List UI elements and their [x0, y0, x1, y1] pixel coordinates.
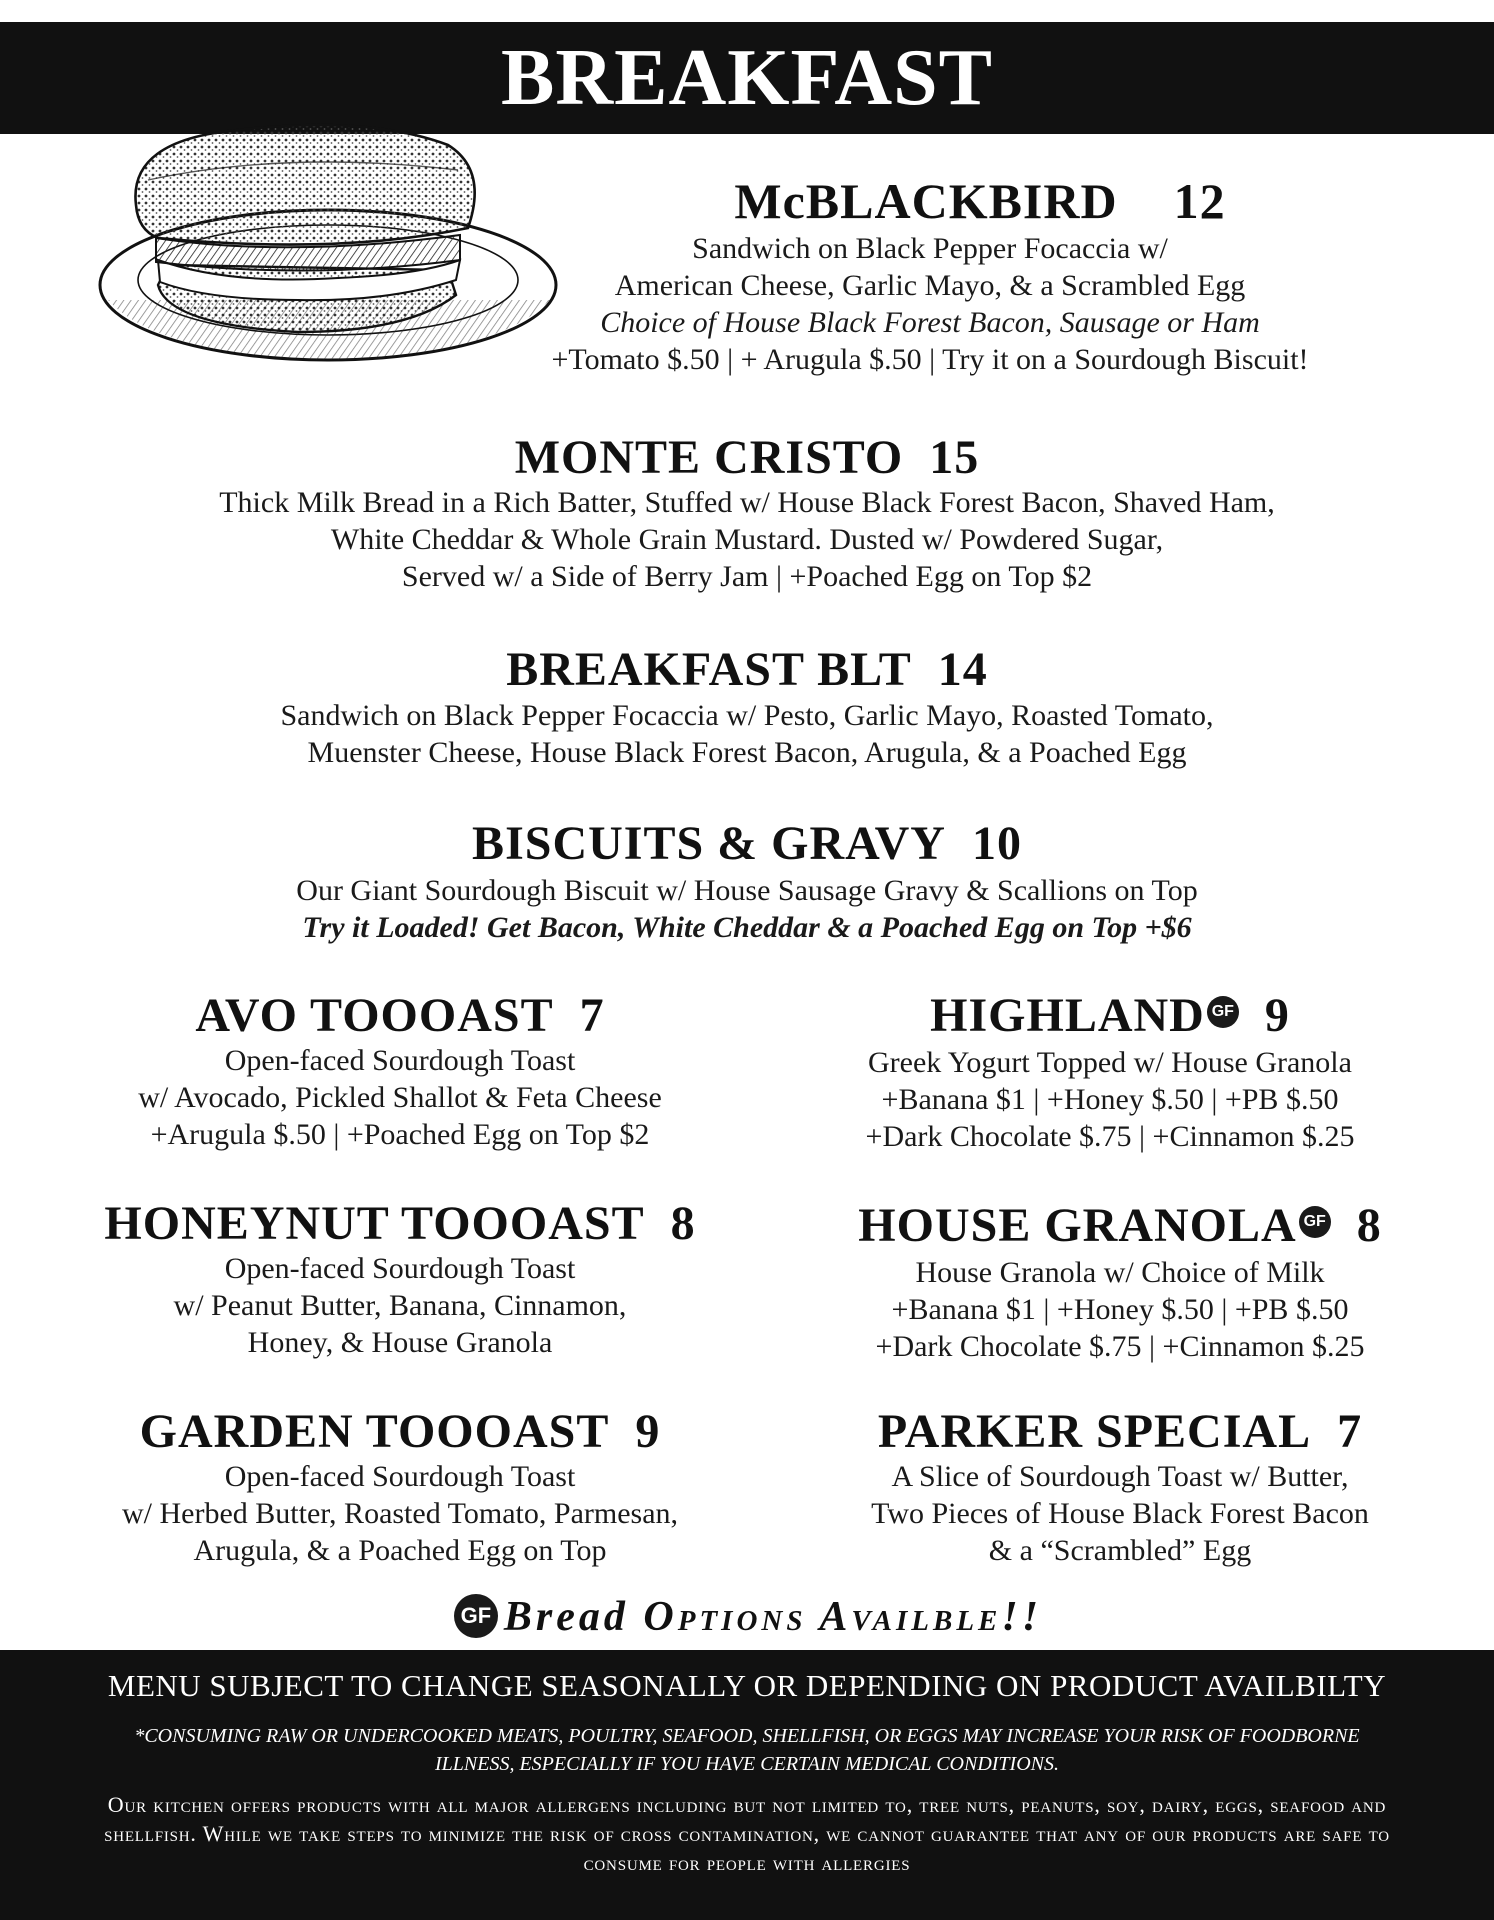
item-name: GARDEN TOOOAST [139, 1405, 610, 1458]
item-price: 15 [929, 431, 980, 484]
gf-note-bread: Bread [503, 1594, 629, 1640]
item-title-avo-toast [40, 988, 760, 1044]
gluten-free-icon: GF [1207, 996, 1239, 1028]
desc-line: Try it Loaded! Get Bacon, White Cheddar & a Poached Egg on Top +$6 [302, 911, 1192, 944]
item-price: 8 [670, 1197, 696, 1250]
footer-warning: *CONSUMING RAW OR UNDERCOOKED MEATS, POULTRY, SEAFOOD, SHELLFISH, OR EGGS MAY INCREASE YOUR RISK OF FOODBORNE ILLNESS, ESPECIALLY IF YOU HAVE CERTAIN MEDICAL CONDITIONS. [134, 1725, 1360, 1775]
item-price: 9 [635, 1405, 661, 1458]
desc-line: Thick Milk Bread in a Rich Batter, Stuffed w/ House Black Forest Bacon, Shaved Ham, [219, 486, 1275, 519]
desc-line: Our Giant Sourdough Biscuit w/ House Sausage Gravy & Scallions on Top [296, 874, 1198, 907]
item-name: MONTE CRISTO [514, 431, 904, 484]
desc-line: Open-faced Sourdough Toast [224, 1252, 576, 1285]
desc-line: Open-faced Sourdough Toast [224, 1044, 576, 1077]
gluten-free-icon: GF [454, 1594, 498, 1638]
desc-line: A Slice of Sourdough Toast w/ Butter, [891, 1460, 1349, 1493]
item-desc-house-granola [760, 1254, 1480, 1365]
item-price: 7 [1337, 1405, 1363, 1458]
item-title-garden-toast [40, 1404, 760, 1460]
item-title-house-granola [760, 1198, 1480, 1254]
item-price: 8 [1356, 1199, 1382, 1252]
item-desc-parker-special [760, 1458, 1480, 1569]
item-name: HONEYNUT TOOOAST [104, 1197, 645, 1250]
item-title-breakfast-blt [0, 642, 1494, 698]
desc-line: House Granola w/ Choice of Milk [915, 1256, 1325, 1289]
desc-line: Muenster Cheese, House Black Forest Bacon, Arugula, & a Poached Egg [307, 736, 1187, 769]
item-name: BREAKFAST BLT [506, 643, 912, 696]
item-name: BISCUITS & GRAVY [472, 817, 946, 870]
item-price: 14 [937, 643, 988, 696]
gluten-free-icon: GF [1299, 1206, 1331, 1238]
desc-line: White Cheddar & Whole Grain Mustard. Dusted w/ Powdered Sugar, [330, 523, 1164, 556]
desc-line: Open-faced Sourdough Toast [224, 1460, 576, 1493]
item-desc-monte-cristo [0, 484, 1494, 595]
item-desc-biscuits-gravy [0, 872, 1494, 946]
desc-line: Two Pieces of House Black Forest Bacon [871, 1497, 1369, 1530]
item-title-highland [760, 988, 1460, 1044]
desc-line: Honey, & House Granola [247, 1326, 553, 1359]
gf-bread-note [0, 1593, 1494, 1642]
item-desc-honeynut-toast [40, 1250, 760, 1361]
desc-line: Served w/ a Side of Berry Jam | +Poached Egg on Top $2 [401, 560, 1093, 593]
item-name: McBLACKBIRD [734, 173, 1118, 229]
item-desc-highland [760, 1044, 1460, 1155]
desc-line: Greek Yogurt Topped w/ House Granola [868, 1046, 1352, 1079]
desc-line: +Dark Chocolate $.75 | +Cinnamon $.25 [875, 1330, 1365, 1363]
item-name: AVO TOOOAST [195, 989, 554, 1042]
item-price: 7 [579, 989, 605, 1042]
item-title-monte-cristo [0, 430, 1494, 486]
desc-line: American Cheese, Garlic Mayo, & a Scrambled Egg [614, 269, 1246, 302]
desc-line: +Arugula $.50 | +Poached Egg on Top $2 [150, 1118, 650, 1151]
desc-line: Choice of House Black Forest Bacon, Sausage or Ham [600, 306, 1260, 339]
gf-note-options: Options Availble!! [643, 1594, 1043, 1640]
item-desc-garden-toast [40, 1458, 760, 1569]
desc-line: +Dark Chocolate $.75 | +Cinnamon $.25 [865, 1120, 1355, 1153]
desc-line: w/ Herbed Butter, Roasted Tomato, Parmesan, [121, 1497, 679, 1530]
item-desc-breakfast-blt [0, 697, 1494, 771]
item-title-honeynut-toast [20, 1196, 780, 1252]
desc-line: Sandwich on Black Pepper Focaccia w/ [692, 232, 1168, 265]
page-title: BREAKFAST [500, 34, 994, 122]
item-title-biscuits-gravy [0, 816, 1494, 872]
item-desc-avo-toast [40, 1042, 760, 1153]
desc-line: +Tomato $.50 | + Arugula $.50 | Try it on a Sourdough Biscuit! [551, 343, 1309, 376]
item-title-mcblackbird [530, 172, 1430, 230]
desc-line: Sandwich on Black Pepper Focaccia w/ Pesto, Garlic Mayo, Roasted Tomato, [280, 699, 1214, 732]
footer-allergen: Our kitchen offers products with all major allergens including but not limited to, tree nuts, peanuts, soy, dairy, eggs, seafood and shellfish. While we take steps to minimize the risk of cross contamination, we cannot guarantee that any of our products are safe to consume for people with allergies [104, 1792, 1390, 1875]
item-name: PARKER SPECIAL [877, 1405, 1312, 1458]
item-price: 10 [971, 817, 1022, 870]
desc-line: +Banana $1 | +Honey $.50 | +PB $.50 [891, 1293, 1349, 1326]
desc-line: +Banana $1 | +Honey $.50 | +PB $.50 [881, 1083, 1339, 1116]
footer-headline: MENU SUBJECT TO CHANGE SEASONALLY OR DEPENDING ON PRODUCT AVAILBILTY [107, 1668, 1387, 1703]
item-price: 9 [1264, 989, 1290, 1042]
item-name: HIGHLAND [930, 989, 1205, 1042]
desc-line: & a “Scrambled” Egg [988, 1534, 1252, 1567]
item-title-parker-special [760, 1404, 1480, 1460]
desc-line: w/ Peanut Butter, Banana, Cinnamon, [173, 1289, 627, 1322]
desc-line: w/ Avocado, Pickled Shallot & Feta Cheese [138, 1081, 662, 1114]
item-desc-mcblackbird [430, 230, 1430, 378]
item-price: 12 [1173, 173, 1226, 229]
item-name: HOUSE GRANOLA [858, 1199, 1297, 1252]
desc-line: Arugula, & a Poached Egg on Top [193, 1534, 607, 1567]
